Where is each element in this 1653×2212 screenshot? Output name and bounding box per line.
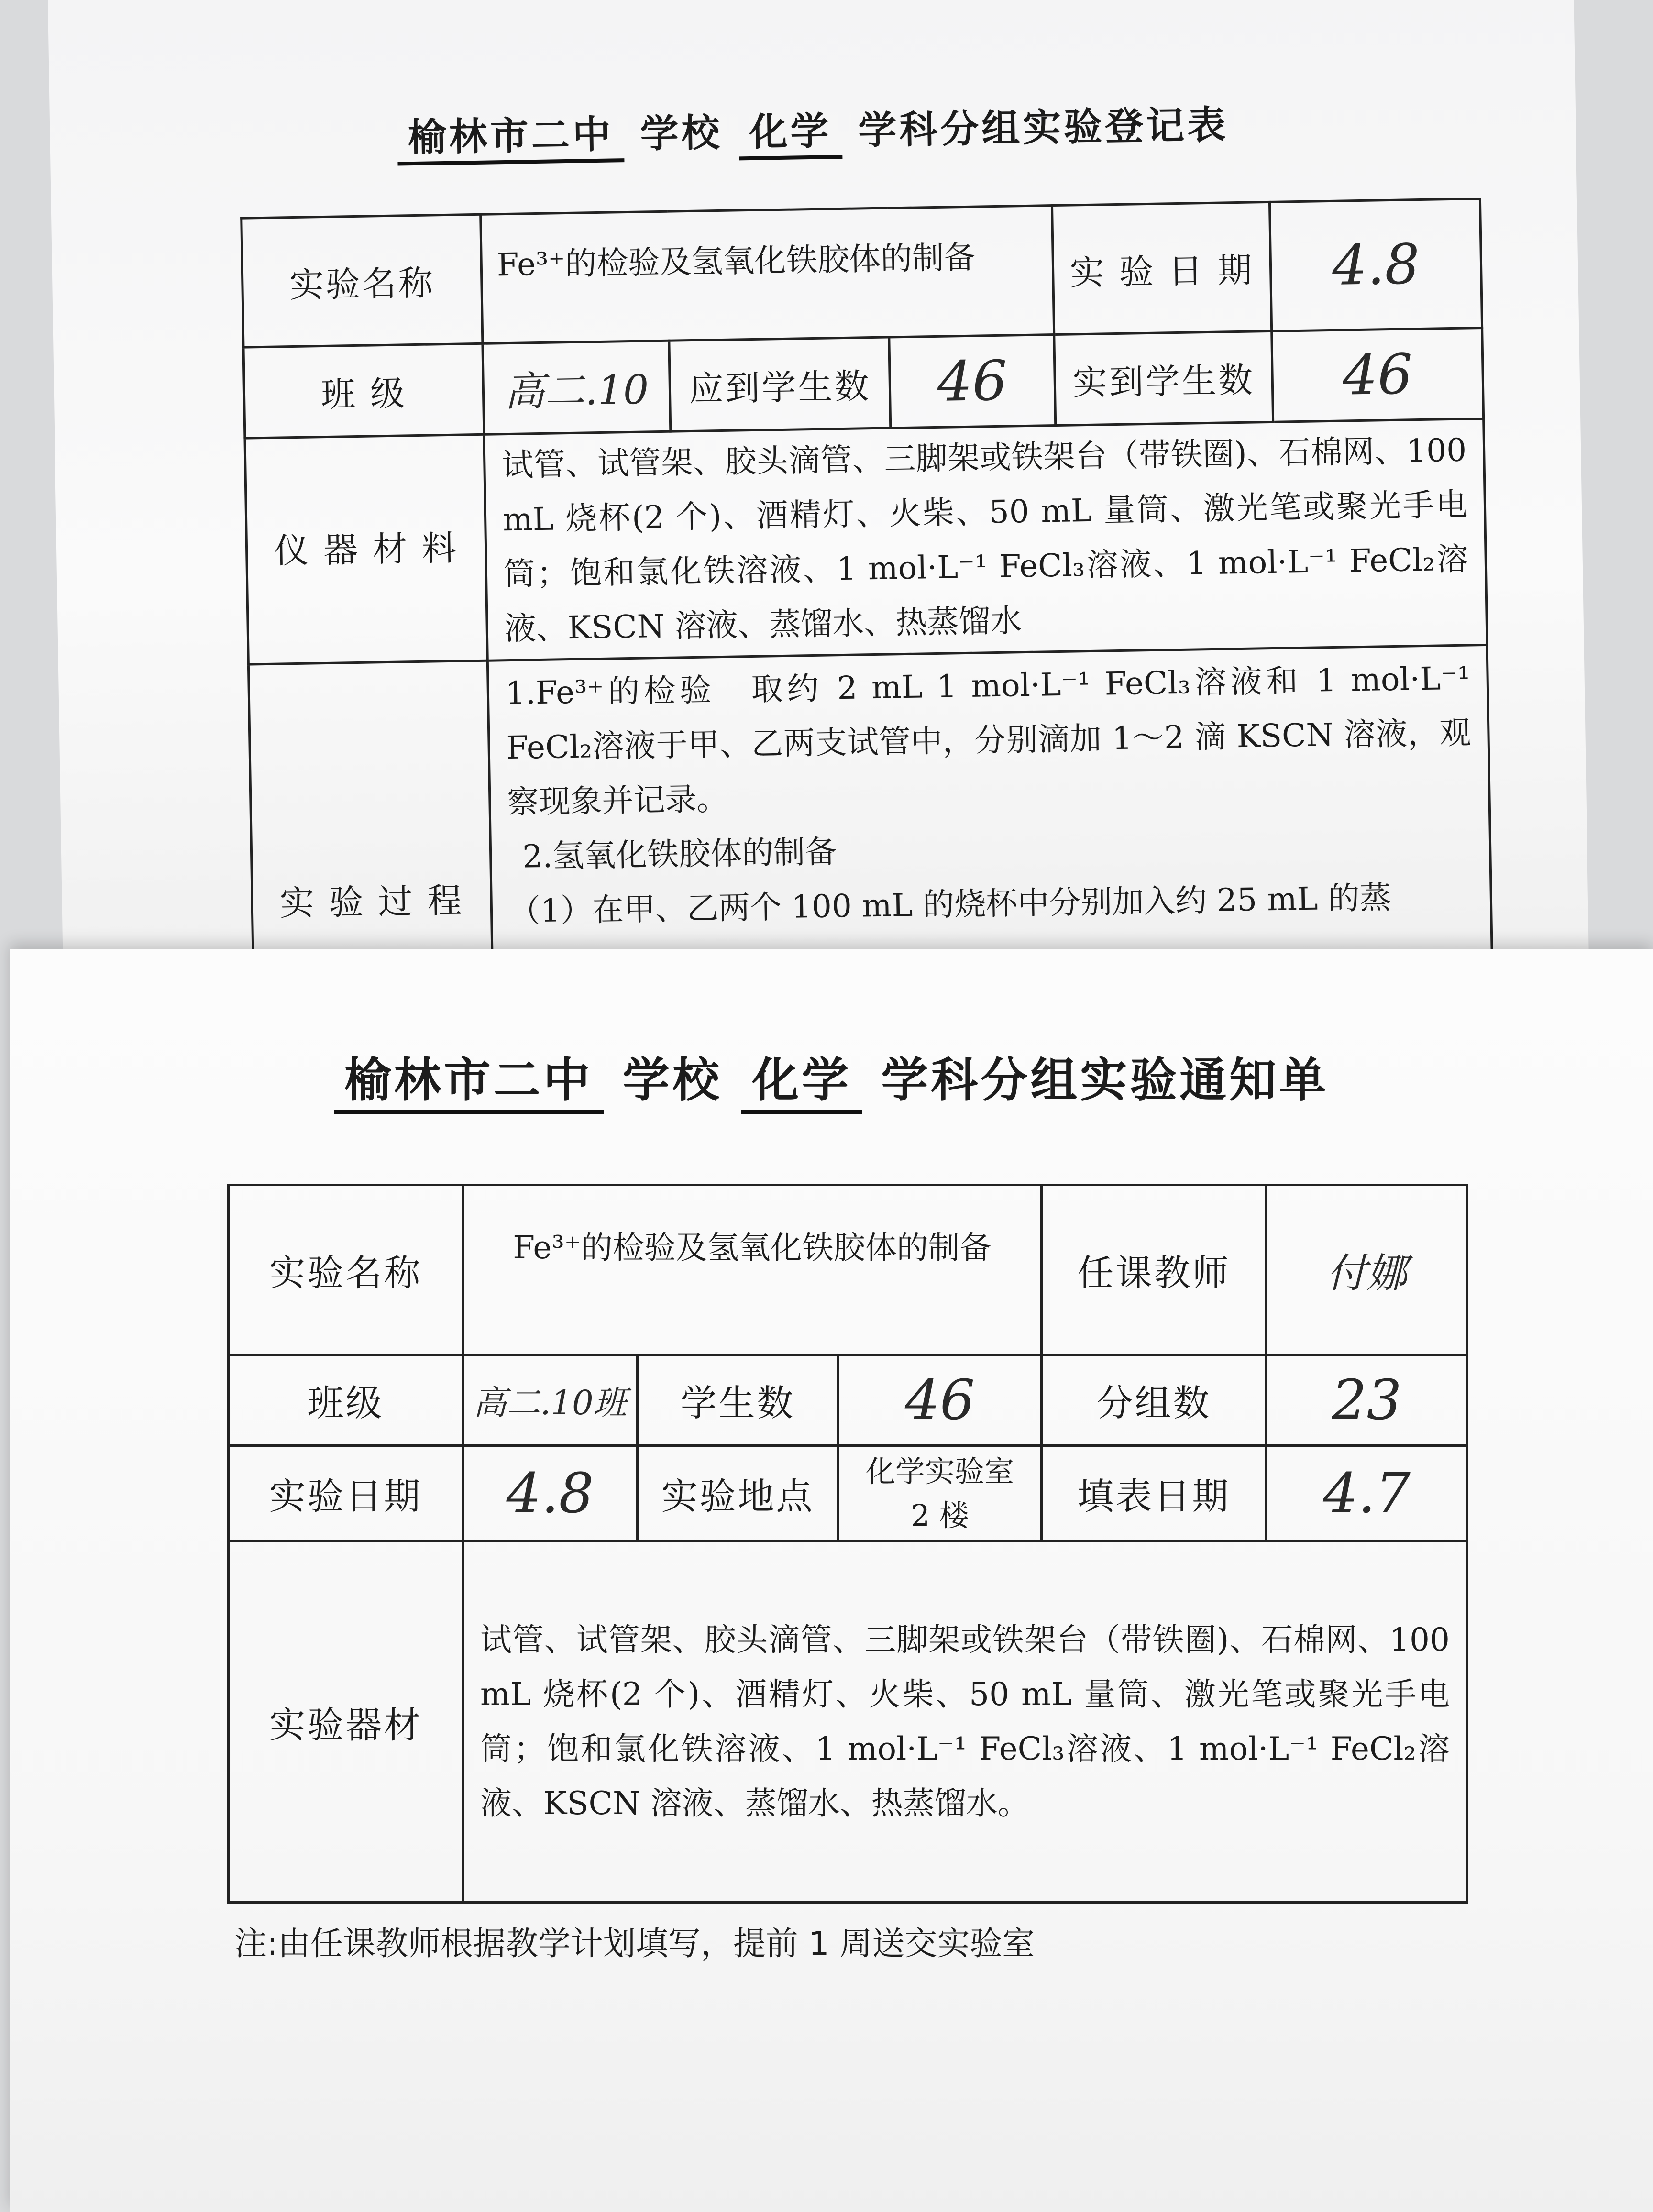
materials-text: 试管、试管架、胶头滴管、三脚架或铁架台（带铁圈)、石棉网、100 mL 烧杯(2 个)、酒精灯、火柴、50 mL 量筒、激光笔或聚光手电筒；饱和氯化铁溶液、1 mol·L⁻¹ FeCl₃溶液、1 mol·L⁻¹ FeCl₂溶液、KSCN 溶液、蒸馏水、热蒸馏水 (484, 418, 1487, 660)
experiment-name-value: Fe³⁺的检验及氢氧化铁胶体的制备 (463, 1185, 1042, 1355)
actual-students-label: 实到学生数 (1054, 331, 1273, 425)
title-school-suffix: 学校 (639, 110, 723, 156)
process-step-2-1: （1）在甲、乙两个 100 mL 的烧杯中分别加入约 25 mL 的蒸 (508, 879, 1392, 930)
notice-sheet (10, 949, 1653, 2212)
class-value: 高二.10 (483, 341, 671, 434)
process-step-2: 2.氢氧化铁胶体的制备 (522, 833, 837, 875)
process-step-1: 1.Fe³⁺的检验 取约 2 mL 1 mol·L⁻¹ FeCl₃溶液和 1 mol·L⁻¹ FeCl₂溶液于甲、乙两支试管中，分别滴加 1～2 滴 KSCN 溶液，观察现象并记录。 (505, 660, 1472, 821)
title-form-name: 学科分组实验登记表 (858, 102, 1229, 153)
fill-date-label: 填表日期 (1042, 1446, 1267, 1541)
experiment-name-label: 实验名称 (242, 214, 483, 347)
place-label: 实验地点 (638, 1446, 838, 1541)
class-label: 班级 (229, 1355, 463, 1446)
title-form-name: 学科分组实验通知单 (881, 1053, 1329, 1108)
groups-label: 分组数 (1042, 1355, 1267, 1446)
process-label: 实 验 过 程 (248, 660, 493, 985)
students-value: 46 (838, 1355, 1042, 1446)
registration-title (50, 88, 1576, 171)
title-school-suffix: 学校 (622, 1053, 722, 1108)
groups-value: 23 (1267, 1355, 1467, 1446)
process-text (487, 645, 1492, 985)
registration-sheet (48, 0, 1589, 985)
class-label: 班 级 (243, 343, 484, 438)
date-label: 实验日期 (229, 1446, 463, 1541)
experiment-name-value: Fe³⁺的检验及氢氧化铁胶体的制备 (481, 206, 1054, 344)
place-value-line2: 2 楼 (911, 1497, 969, 1533)
date-value: 4.8 (463, 1446, 638, 1541)
experiment-date-label: 实 验 日 期 (1052, 202, 1272, 334)
title-school: 榆林市二中 (334, 1043, 604, 1114)
title-subject: 化学 (741, 1043, 862, 1114)
actual-students-value: 46 (1272, 328, 1484, 422)
equipment-text: 试管、试管架、胶头滴管、三脚架或铁架台（带铁圈)、石棉网、100 mL 烧杯(2 个)、酒精灯、火柴、50 mL 量筒、激光笔或聚光手电筒；饱和氯化铁溶液、1 mol·L⁻¹ FeCl₃溶液、1 mol·L⁻¹ FeCl₂溶液、KSCN 溶液、蒸馏水、热蒸馏水。 (463, 1541, 1467, 1903)
registration-table (240, 198, 1493, 985)
experiment-name-label: 实验名称 (229, 1185, 463, 1355)
class-value: 高二.10班 (463, 1355, 638, 1446)
students-label: 学生数 (638, 1355, 838, 1446)
materials-label: 仪 器 材 料 (245, 434, 487, 664)
expected-students-label: 应到学生数 (669, 337, 891, 431)
place-value-line1: 化学实验室 (866, 1453, 1014, 1489)
experiment-date-value: 4.8 (1269, 199, 1482, 331)
expected-students-value: 46 (889, 335, 1056, 428)
footnote: 注:由任课教师根据教学计划填写，提前 1 周送交实验室 (234, 1925, 1035, 1963)
place-value (838, 1446, 1042, 1541)
notice-title (10, 1043, 1653, 1114)
equipment-label: 实验器材 (229, 1541, 463, 1903)
notice-table (227, 1184, 1468, 1904)
title-subject: 化学 (738, 100, 842, 160)
teacher-label: 任课教师 (1042, 1185, 1267, 1355)
fill-date-value: 4.7 (1267, 1446, 1467, 1541)
teacher-value: 付娜 (1267, 1185, 1467, 1355)
title-school: 榆林市二中 (397, 103, 625, 165)
